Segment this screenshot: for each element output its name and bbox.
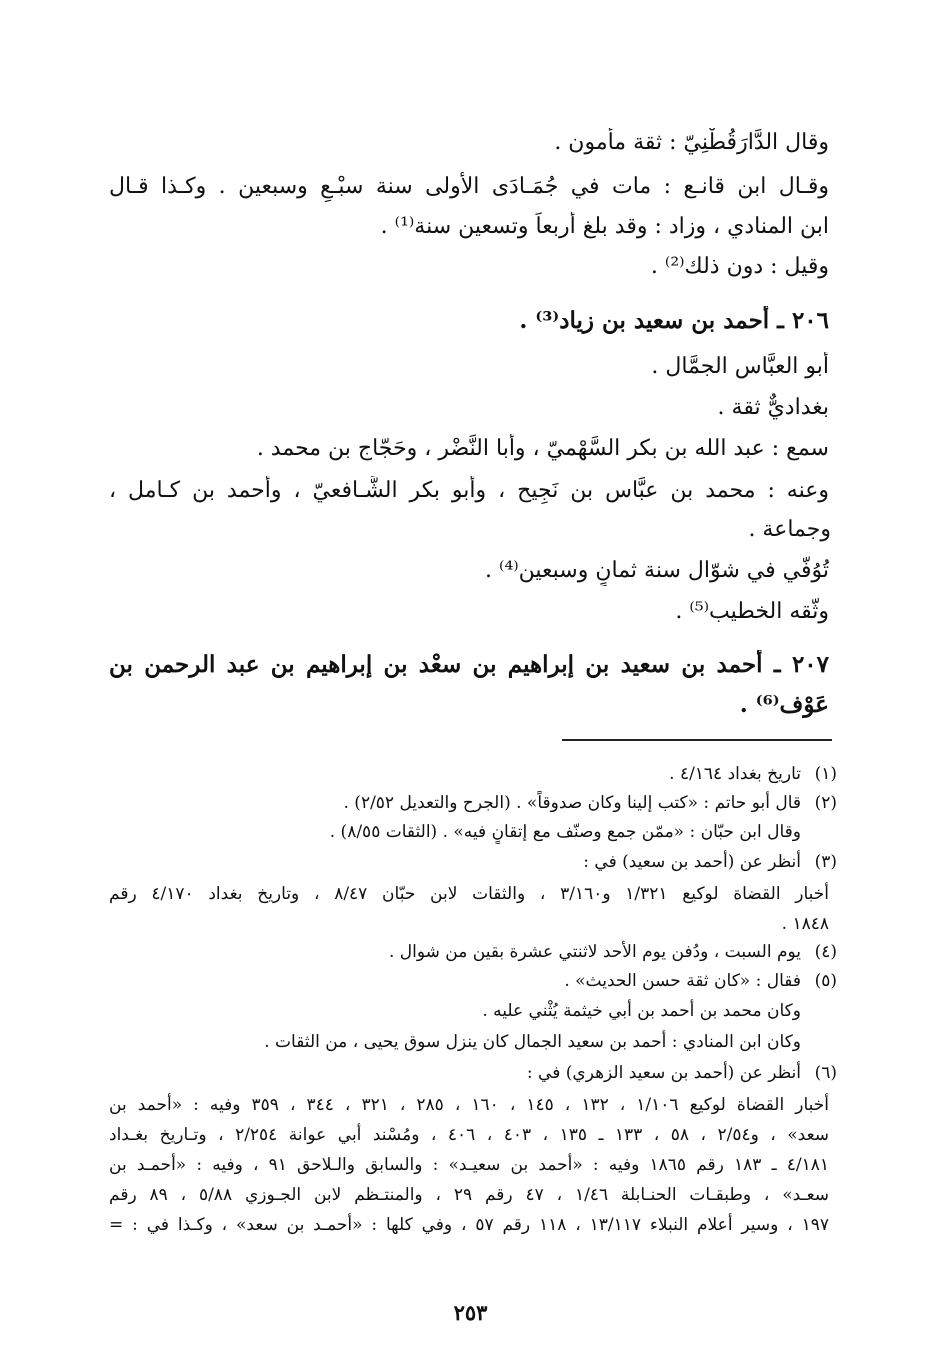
- body-line: وقال الدَّارَقُطْنِيّ : ثقة مأمون .: [554, 130, 829, 155]
- body-line: وقـال ابن قانـع : مات في جُمَـادَى الأولى سنة سبْـعٍ وسبعين . وكـذا قـال: [109, 174, 829, 199]
- footnote-text: ٤/١٨١ ـ ١٨٣ رقم ١٨٦٥ وفيه : «أحمد بن سعيـد» : والسابق والـلاحق ٩١ ، وفيه : «أحمـد بن: [109, 1155, 829, 1175]
- footnote-text: أنظر عن (أحمد بن سعيد) في :: [583, 852, 801, 872]
- body-line: وعنه : محمد بن عبَّاس بن نَجِيح ، وأبو بكر الشَّـافعيّ ، وأحمد بن كـامل ،: [109, 478, 829, 503]
- body-line: وجماعة .: [748, 517, 831, 542]
- footnote-text: وكان محمد بن أحمد بن أبي خيثمة يُثْني عليه .: [482, 1001, 801, 1021]
- footnote-text: أخبار القضاة لوكيع ١/٣٢١ و٣/١٦٠ ، والثقات لابن حبّان ٨/٤٧ ، وتاريخ بغداد ٤/١٧٠ رقم: [109, 884, 829, 904]
- footnote-text: ١٩٧ ، وسير أعلام النبلاء ١٣/١١٧ ، ١١٨ رقم ٥٧ ، وفي كلها : «أحمـد بن سعد» ، وكـذا في : =: [109, 1215, 829, 1235]
- footnote-text: سعـد» ، وطبقـات الحنـابلة ١/٤٦ ، ٤٧ رقم ٢٩ ، والمنتـظم لابن الجـوزي ٥/٨٨ ، ٨٩ رقم: [109, 1185, 829, 1205]
- footnote-number: (٦): [814, 1063, 837, 1083]
- body-line: سمع : عبد الله بن بكر السَّهْميّ ، وأبا النَّضْر ، وحَجّاج بن محمد .: [256, 436, 829, 461]
- footnote-number: (٥): [814, 971, 837, 991]
- footnote-text: سعد» ، و٢/٥٤ ، ٥٨ ، ١٣٣ ـ ١٣٥ ، ٤٠٣ ، ٤٠٦ ، ومُسْند أبي عوانة ٢/٢٥٤ ، وتـاريخ بغـداد: [109, 1125, 829, 1145]
- body-line: تُوُفّي في شوّال سنة ثمانٍ وسبعين⁽⁴⁾ .: [485, 558, 829, 583]
- body-line: وقيل : دون ذلك⁽²⁾ .: [650, 254, 829, 279]
- footnote-number: (٢): [814, 793, 837, 813]
- footnote-number: (٣): [814, 852, 837, 872]
- body-line: وثّقه الخطيب⁽⁵⁾ .: [675, 599, 829, 624]
- footnote-text: أنظر عن (أحمد بن سعيد الزهري) في :: [526, 1063, 801, 1083]
- footnote-text: فقال : «كان ثقة حسن الحديث» .: [564, 971, 801, 991]
- entry-heading: ٢٠٦ ـ أحمد بن سعيد بن زياد⁽³⁾ .: [519, 307, 829, 334]
- footnote-text: قال أبو حاتم : «كتب إلينا وكان صدوقاً» . (الجرح والتعديل ٢/٥٢) .: [343, 793, 801, 813]
- footnote-text: أخبار القضاة لوكيع ١/١٠٦ ، ١٣٢ ، ١٤٥ ، ١٦٠ ، ٢٨٥ ، ٣٢١ ، ٣٤٤ ، ٣٥٩ وفيه : «أحمد بن: [109, 1095, 829, 1115]
- body-line: بغداديٌّ ثقة .: [717, 395, 829, 420]
- body-line: ابن المنادي ، وزاد : وقد بلغ أربعاً وتسعين سنة⁽¹⁾ .: [380, 214, 829, 239]
- entry-heading: عَوْف⁽⁶⁾ .: [739, 691, 829, 718]
- page-number: ٢٥٣: [453, 1300, 488, 1325]
- footnote-number: (١): [814, 764, 837, 784]
- footnote-text: تاريخ بغداد ٤/١٦٤ .: [669, 764, 801, 784]
- footnote-text: يوم السبت ، ودُفن يوم الأحد لاثنتي عشرة بقين من شوال .: [388, 942, 801, 962]
- footnote-text: ١٨٤٨ .: [781, 914, 829, 934]
- footnote-text: وقال ابن حبّان : «ممّن جمع وصنّف مع إتقانٍ فيه» . (الثقات ٨/٥٥) .: [329, 822, 801, 842]
- entry-heading: ٢٠٧ ـ أحمد بن سعيد بن إبراهيم بن سعْد بن إبراهيم بن عبد الرحمن بن: [109, 651, 829, 678]
- footnote-number: (٤): [814, 942, 837, 962]
- footnote-separator: [562, 739, 832, 741]
- body-line: أبو العبَّاس الجمَّال .: [651, 354, 829, 379]
- footnote-text: وكان ابن المنادي : أحمد بن سعيد الجمال كان ينزل سوق يحيى ، من الثقات .: [264, 1032, 801, 1052]
